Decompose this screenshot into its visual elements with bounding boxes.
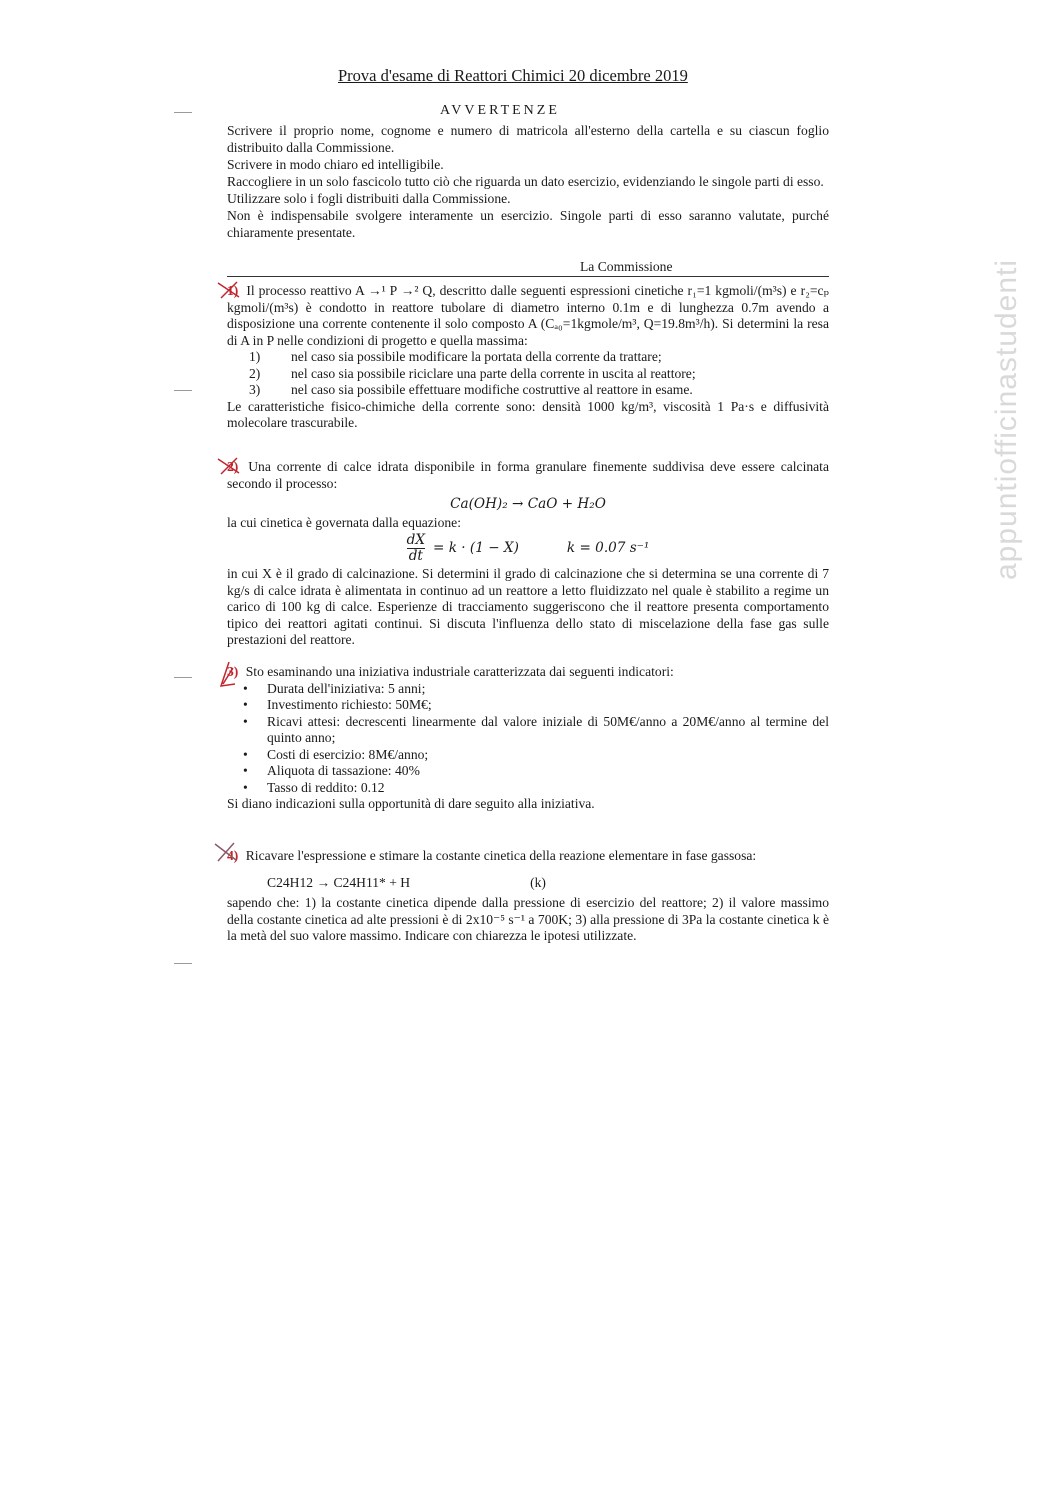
fraction-denominator: dt bbox=[408, 548, 423, 564]
pen-mark-icon bbox=[212, 840, 242, 864]
kinetics-intro: la cui cinetica è governata dalla equazione: bbox=[227, 514, 461, 530]
exercise-3-outro: Si diano indicazioni sulla opportunità di dare seguito alla iniziativa. bbox=[227, 796, 595, 811]
derivative-fraction bbox=[407, 533, 425, 564]
exercise-2-intro: Una corrente di calce idrata disponibile in forma granulare finemente suddivisa deve essere calcinata secondo il processo: bbox=[227, 459, 829, 491]
exercise-number: 2) bbox=[227, 459, 239, 474]
exercise-4-body: sapendo che: 1) la costante cinetica dipende dalla pressione di esercizio del reattore; 2) il valore massimo della costante cinetica ad alte pressioni è di 2x10⁻⁵ s⁻¹ a 700K; 3) alla pressione di 3Pa la costante cinetica k è la metà del suo valore massimo. Indicare con chiarezza le ipotesi utilizzate. bbox=[227, 895, 829, 943]
page-title: Prova d'esame di Reattori Chimici 20 dicembre 2019 bbox=[338, 66, 688, 85]
scan-artifact bbox=[174, 963, 192, 964]
pen-mark-icon bbox=[215, 279, 245, 301]
exercise-3-intro: Sto esaminando una iniziativa industriale caratterizzata dai seguenti indicatori: bbox=[245, 664, 674, 679]
rate-rhs: = k · (1 − X) bbox=[433, 540, 519, 557]
list-item: • Ricavi attesi: decrescenti linearmente dal valore iniziale di 50M€/anno a 20M€/anno al termine del quinto anno; bbox=[243, 713, 829, 745]
exercise-1-items bbox=[227, 349, 829, 399]
reaction-equation: C24H12 → C24H11* + H bbox=[267, 874, 411, 890]
pen-mark-icon bbox=[215, 660, 245, 690]
exercise-2 bbox=[227, 459, 829, 649]
exercise-1-outro: Le caratteristiche fisico-chimiche della corrente sono: densità 1000 kg/m³, viscosità 1 Pa·s e diffusività molecolare trascurabile. bbox=[227, 398, 829, 430]
indicators-list bbox=[227, 681, 829, 797]
warnings-list bbox=[227, 122, 829, 241]
list-item: • Aliquota di tassazione: 40% bbox=[243, 763, 420, 778]
warning-line: Scrivere in modo chiaro ed intelligibile. bbox=[227, 157, 444, 172]
exercise-1-intro: Il processo reattivo A →¹ P →² Q, descritto dalle seguenti espressioni cinetiche r₁=1 kgmoli/(m³s) e r₂=cₚ kgmoli/(m³s) è condotto in reattore tubolare di diametro interno 0.1m e di lunghezza 0.7m avendo a disposizione una corrente contenente il solo composto A (Cₐ₀=1kgmole/m³, Q=19.8m³/h). Si determini la resa di A in P nelle condizioni di progetto e quella massima: bbox=[227, 283, 829, 348]
reaction-equation: Ca(OH)₂ → CaO + H₂O bbox=[450, 496, 606, 512]
watermark: appuntiofficinastudenti bbox=[990, 258, 1023, 580]
list-item: 1) nel caso sia possibile modificare la portata della corrente da trattare; bbox=[249, 349, 662, 364]
warning-line: Non è indispensabile svolgere interamente un esercizio. Singole parti di esso saranno valutate, purché chiaramente presentate. bbox=[227, 208, 829, 240]
scan-artifact bbox=[174, 677, 192, 678]
list-item: • Durata dell'iniziativa: 5 anni; bbox=[243, 680, 426, 696]
scan-artifact bbox=[174, 112, 192, 113]
list-item: • Tasso di reddito: 0.12 bbox=[243, 779, 385, 795]
pen-mark-icon bbox=[215, 455, 245, 477]
scan-artifact bbox=[174, 390, 192, 391]
list-item: • Costi di esercizio: 8M€/anno; bbox=[243, 746, 429, 762]
exercise-number: 3) bbox=[227, 664, 239, 679]
warning-line: Scrivere il proprio nome, cognome e numero di matricola all'esterno della cartella e su ciascun foglio distribuito dalla Commissione. bbox=[227, 123, 829, 155]
rate-constant-label: (k) bbox=[530, 874, 546, 890]
rate-constant: k = 0.07 s⁻¹ bbox=[566, 540, 650, 557]
reaction-line bbox=[267, 875, 829, 892]
exercise-number: 1) bbox=[227, 283, 239, 298]
fraction-numerator: dX bbox=[406, 532, 426, 548]
list-item: • Investimento richiesto: 50M€; bbox=[243, 697, 432, 712]
exercise-1 bbox=[227, 283, 829, 432]
exercise-number: 4) bbox=[227, 848, 239, 863]
divider bbox=[227, 276, 829, 277]
list-item: 2) nel caso sia possibile riciclare una parte della corrente in uscita al reattore; bbox=[249, 365, 696, 381]
exercise-4-intro: Ricavare l'espressione e stimare la costante cinetica della reazione elementare in fase gassosa: bbox=[245, 848, 757, 863]
warning-line: Raccogliere in un solo fascicolo tutto ciò che riguarda un dato esercizio, evidenziando le singole parti di esso. bbox=[227, 174, 824, 189]
warning-line: Utilizzare solo i fogli distribuiti dalla Commissione. bbox=[227, 191, 511, 206]
list-item: 3) nel caso sia possibile effettuare modifiche costruttive al reattore in esame. bbox=[249, 382, 693, 397]
exercise-2-body: in cui X è il grado di calcinazione. Si determini il grado di calcinazione che si determina se una corrente di 7 kg/s di calce idrata è alimentata in continuo ad un reattore a letto fluidizzato nel quale è stabilito a regime un carico di 100 kg di calce. Esperienze di tracciamento suggeriscono che il reattore presenta comportamento tipico dei reattori agitati continui. Si discuta l'influenza dello stato di miscelazione della fase gas sulle prestazioni del reattore. bbox=[227, 566, 829, 647]
exercise-4 bbox=[227, 848, 829, 945]
commission-signature: La Commissione bbox=[580, 259, 673, 274]
exercise-3 bbox=[227, 664, 829, 813]
warnings-heading: AVVERTENZE bbox=[440, 103, 560, 118]
rate-equation bbox=[227, 533, 829, 564]
